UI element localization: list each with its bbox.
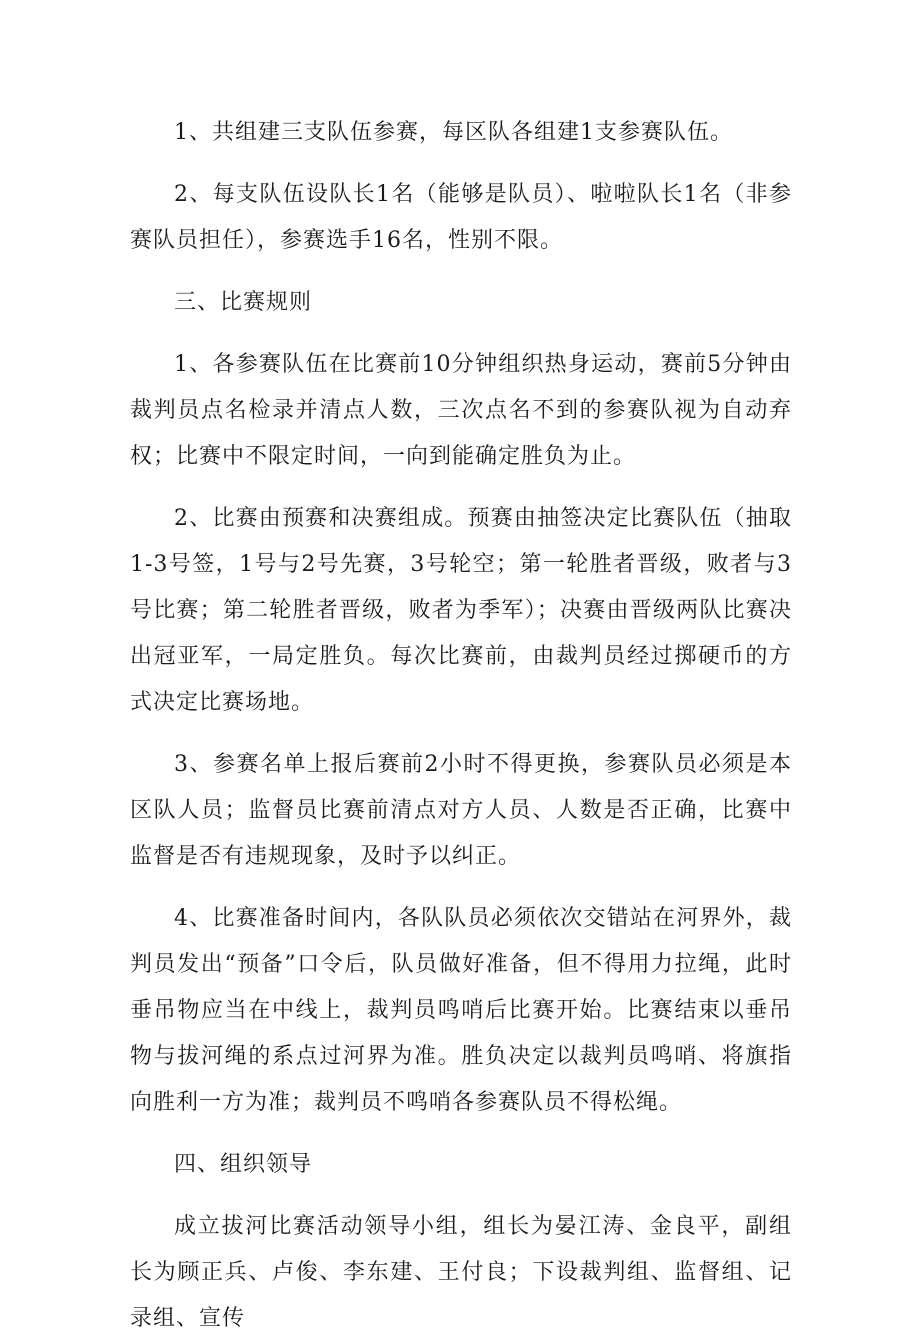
paragraph-rule-1: 1、各参赛队伍在比赛前10分钟组织热身运动，赛前5分钟由裁判员点名检录并清点人数，三次点名不到的参赛队视为自动弃权；比赛中不限定时间，一向到能确定胜负为止。 bbox=[130, 352, 792, 469]
paragraph-rule-3: 3、参赛名单上报后赛前2小时不得更换，参赛队员必须是本区队人员；监督员比赛前清点对方人员、人数是否正确，比赛中监督是否有违规现象，及时予以纠正。 bbox=[130, 752, 792, 869]
paragraph-gap bbox=[130, 726, 792, 742]
paragraph-gap bbox=[130, 880, 792, 896]
paragraph-rule-4: 4、比赛准备时间内，各队队员必须依次交错站在河界外，裁判员发出“预备”口令后，队员做好准备，但不得用力拉绳，此时垂吊物应当在中线上，裁判员鸣哨后比赛开始。比赛结束以垂吊物与拔河绳的系点过河界为准。胜负决定以裁判员鸣哨、将旗指向胜利一方为准；裁判员不鸣哨各参赛队员不得松绳。 bbox=[130, 906, 792, 1115]
paragraph-team-formation: 1、共组建三支队伍参赛，每区队各组建1支参赛队伍。 bbox=[174, 120, 733, 145]
paragraph-team-composition: 2、每支队伍设队长1名（能够是队员）、啦啦队长1名（非参赛队员担任），参赛选手16名，性别不限。 bbox=[130, 182, 792, 253]
section-heading-rules: 三、比赛规则 bbox=[174, 290, 313, 315]
section-heading-leadership: 四、组织领导 bbox=[174, 1152, 313, 1177]
paragraph-gap bbox=[130, 1188, 792, 1204]
paragraph-gap bbox=[130, 1126, 792, 1142]
paragraph-gap bbox=[130, 156, 792, 172]
paragraph-rule-2: 2、比赛由预赛和决赛组成。预赛由抽签决定比赛队伍（抽取1-3号签，1号与2号先赛，3号轮空；第一轮胜者晋级，败者与3号比赛；第二轮胜者晋级，败者为季军）；决赛由晋级两队比赛决出冠亚军，一局定胜负。每次比赛前，由裁判员经过掷硬币的方式决定比赛场地。 bbox=[130, 506, 792, 715]
paragraph-gap bbox=[130, 326, 792, 342]
paragraph-gap bbox=[130, 480, 792, 496]
paragraph-gap bbox=[130, 264, 792, 280]
paragraph-leadership-group: 成立拔河比赛活动领导小组，组长为晏江涛、金良平，副组长为顾正兵、卢俊、李东建、王付良；下设裁判组、监督组、记录组、宣传 bbox=[130, 1214, 792, 1331]
